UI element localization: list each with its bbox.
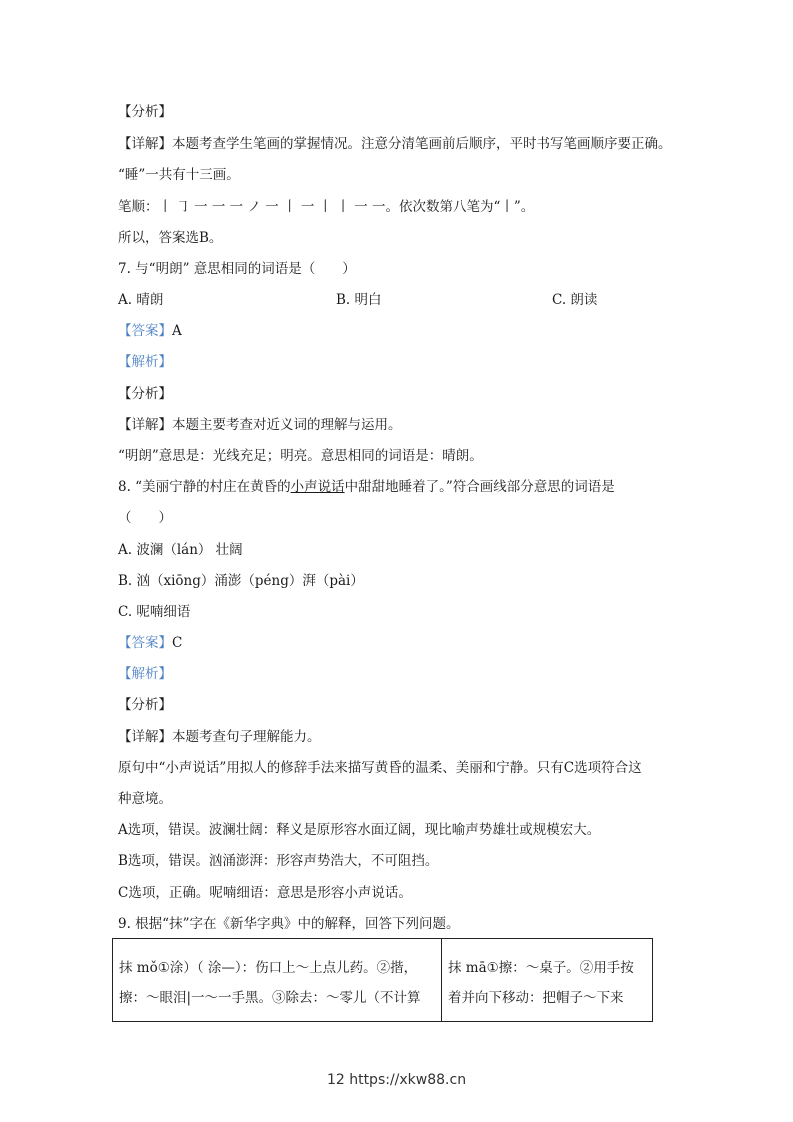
question-7: 7. 与“明朗” 意思相同的词语是（ ） <box>118 261 356 277</box>
q8-paren: （ ） <box>118 510 172 526</box>
q8-analysis-label: 【分析】 <box>118 697 172 713</box>
q7-answer <box>118 321 182 341</box>
q8-jiexi-label: 【解析】 <box>118 666 172 682</box>
page-footer: 12 https://xkw88.cn <box>326 1072 467 1088</box>
section-analysis: 【分析】 <box>118 104 172 120</box>
dict-entry-ma-line1: 抹 mā①擦：～桌子。②用手按 <box>448 960 634 976</box>
q7-option-b: B. 明白 <box>336 292 382 308</box>
q8-answer <box>118 633 182 653</box>
q7-option-c: C. 朗读 <box>552 292 598 308</box>
q8-underlined-phrase: 小声说话 <box>290 479 345 495</box>
dict-entry-mo <box>113 939 442 1022</box>
answer-value: A <box>172 323 182 339</box>
dict-entry-mo-line1: 抹 mǒ①涂）（ 涂—）：伤口上～上点儿药。②揩， <box>119 960 418 976</box>
q8-explanation-5: C选项，正确。呢喃细语：意思是形容小声说话。 <box>118 885 412 901</box>
question-8 <box>118 477 615 497</box>
dict-entry-ma-line2: 着并向下移动：把帽子～下来 <box>448 990 624 1006</box>
q8-explanation-3: A选项，错误。波澜壮阔：释义是原形容水面辽阔，现比喻声势雄壮或规模宏大。 <box>118 822 601 838</box>
question-9: 9. 根据“抹”字在《新华字典》中的解释，回答下列问题。 <box>118 916 460 932</box>
q7-jiexi-label: 【解析】 <box>118 354 172 370</box>
q8-option-b: B. 汹（xiōng）涌澎（péng）湃（pài） <box>118 573 364 589</box>
q8-text-pre: 8. “美丽宁静的村庄在黄昏的 <box>118 479 291 495</box>
q7-option-a: A. 晴朗 <box>118 292 164 308</box>
q7-detail: 【详解】本题主要考查对近义词的理解与运用。 <box>118 417 402 433</box>
q8-detail: 【详解】本题考查句子理解能力。 <box>118 729 321 745</box>
q8-explanation-1: 原句中“小声说话”用拟人的修辞手法来描写黄昏的温柔、美丽和宁静。只有C选项符合这 <box>118 760 642 776</box>
stroke-count-text: “睡”一共有十三画。 <box>118 167 240 183</box>
q7-explanation: “明朗”意思是：光线充足；明亮。意思相同的词语是：晴朗。 <box>118 448 483 464</box>
answer-label: 【答案】 <box>118 323 172 339</box>
stroke-order-text: 笔顺：丨 ㇆ 一 一 一 ノ 一 丨 一 丨 丨 一 一。依次数第八笔为“丨”。 <box>118 199 535 215</box>
detail-text: 【详解】本题考查学生笔画的掌握情况。注意分清笔画前后顺序，平时书写笔画顺序要正确。 <box>118 136 672 152</box>
q8-option-a: A. 波澜（lán） 壮阔 <box>118 542 243 558</box>
answer-conclusion: 所以，答案选B。 <box>118 230 223 246</box>
q8-text-post: 中甜甜地睡着了。”符合画线部分意思的词语是 <box>344 479 615 495</box>
dict-entry-ma <box>442 939 653 1022</box>
q8-explanation-4: B选项，错误。汹涌澎湃：形容声势浩大，不可阻挡。 <box>118 853 439 869</box>
q7-analysis-label: 【分析】 <box>118 386 172 402</box>
answer-label: 【答案】 <box>118 635 172 651</box>
dict-entry-mo-line2: 擦：～眼泪|一～一手黑。③除去：～零儿（不计算 <box>119 990 421 1006</box>
q8-option-c: C. 呢喃细语 <box>118 604 191 620</box>
q8-explanation-2: 种意境。 <box>118 791 172 807</box>
dictionary-table <box>112 938 653 1022</box>
answer-value: C <box>172 635 183 651</box>
